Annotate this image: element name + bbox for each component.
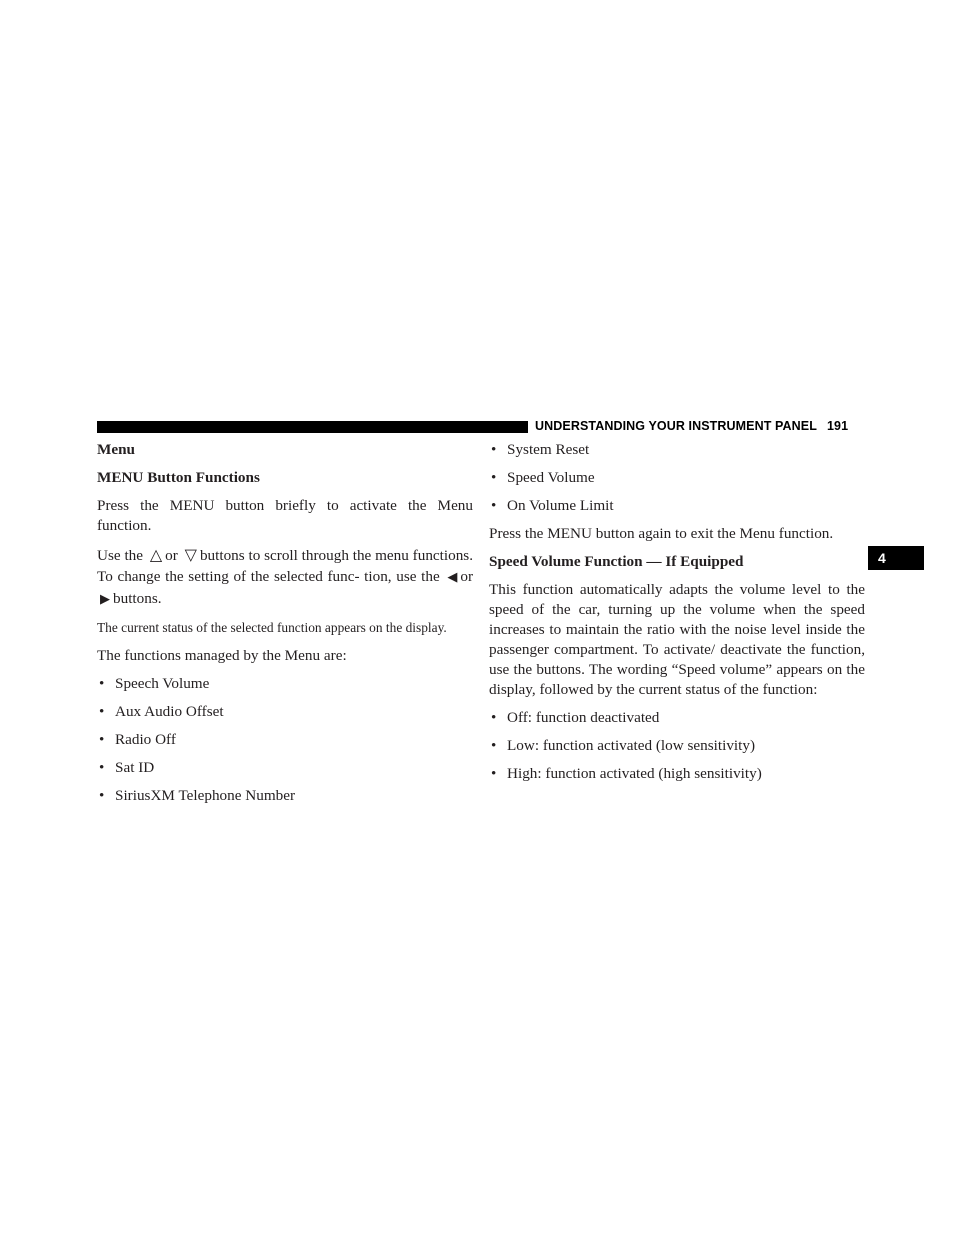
list-item: • Aux Audio Offset <box>99 703 224 720</box>
bullet-icon: • <box>491 441 497 458</box>
paragraph-scroll-buttons: Use the △ or ▽ buttons to scroll through the menu functions. To change the setting of the selected func- tion, use the ◀ or ▶ buttons. <box>97 544 473 610</box>
list-item: • High: function activated (high sensitivity) <box>491 765 762 782</box>
up-triangle-icon: △ <box>149 545 163 564</box>
bullet-icon: • <box>491 765 497 782</box>
list-item: • Speed Volume <box>491 469 595 486</box>
left-column <box>97 440 473 814</box>
list-item: • System Reset <box>491 441 590 458</box>
right-column <box>489 440 865 792</box>
header-rule <box>97 421 528 433</box>
down-triangle-icon: ▽ <box>184 545 197 564</box>
list-item: • Low: function activated (low sensitivity) <box>491 737 756 754</box>
list-item: • Radio Off <box>99 731 176 748</box>
bullet-icon: • <box>491 469 497 486</box>
bullet-icon: • <box>99 675 105 692</box>
paragraph-speed-volume: This function automatically adapts the volume level to the speed of the car, turning up the volume when the speed increases to maintain the ratio with the noise level inside the passenger compartment. To activate/ deactivate the function, use the buttons. The wording “Speed volume” appears on the display, followed by the current status of the function: <box>489 581 865 698</box>
bullet-icon: • <box>99 731 105 748</box>
paragraph-current-status: The current status of the selected function appears on the display. <box>97 620 447 635</box>
paragraph-functions-intro: The functions managed by the Menu are: <box>97 647 347 664</box>
list-item: • Speech Volume <box>99 675 210 692</box>
bullet-icon: • <box>491 709 497 726</box>
list-item: • Sat ID <box>99 759 155 776</box>
list-item: • SiriusXM Telephone Number <box>99 787 296 804</box>
bullet-icon: • <box>491 737 497 754</box>
paragraph-exit-menu: Press the MENU button again to exit the Menu function. <box>489 525 834 542</box>
list-item: • Off: function deactivated <box>491 709 660 726</box>
section-title: UNDERSTANDING YOUR INSTRUMENT PANEL <box>535 419 817 433</box>
subheading-menu-button-functions: MENU Button Functions <box>97 469 260 486</box>
paragraph-activate-menu: Press the MENU button briefly to activate the Menu function. <box>97 497 473 534</box>
section-heading-menu: Menu <box>97 441 135 458</box>
heading-speed-volume-function: Speed Volume Function — If Equipped <box>489 553 744 570</box>
bullet-icon: • <box>99 759 105 776</box>
list-item: • On Volume Limit <box>491 497 614 514</box>
bullet-icon: • <box>99 787 105 804</box>
running-header <box>535 419 848 433</box>
right-arrow-icon: ▶ <box>100 592 110 607</box>
chapter-tab: 4 <box>868 546 924 570</box>
page-number: 191 <box>826 419 849 433</box>
bullet-icon: • <box>99 703 105 720</box>
bullet-icon: • <box>491 497 497 514</box>
left-arrow-icon: ◀ <box>447 570 458 585</box>
